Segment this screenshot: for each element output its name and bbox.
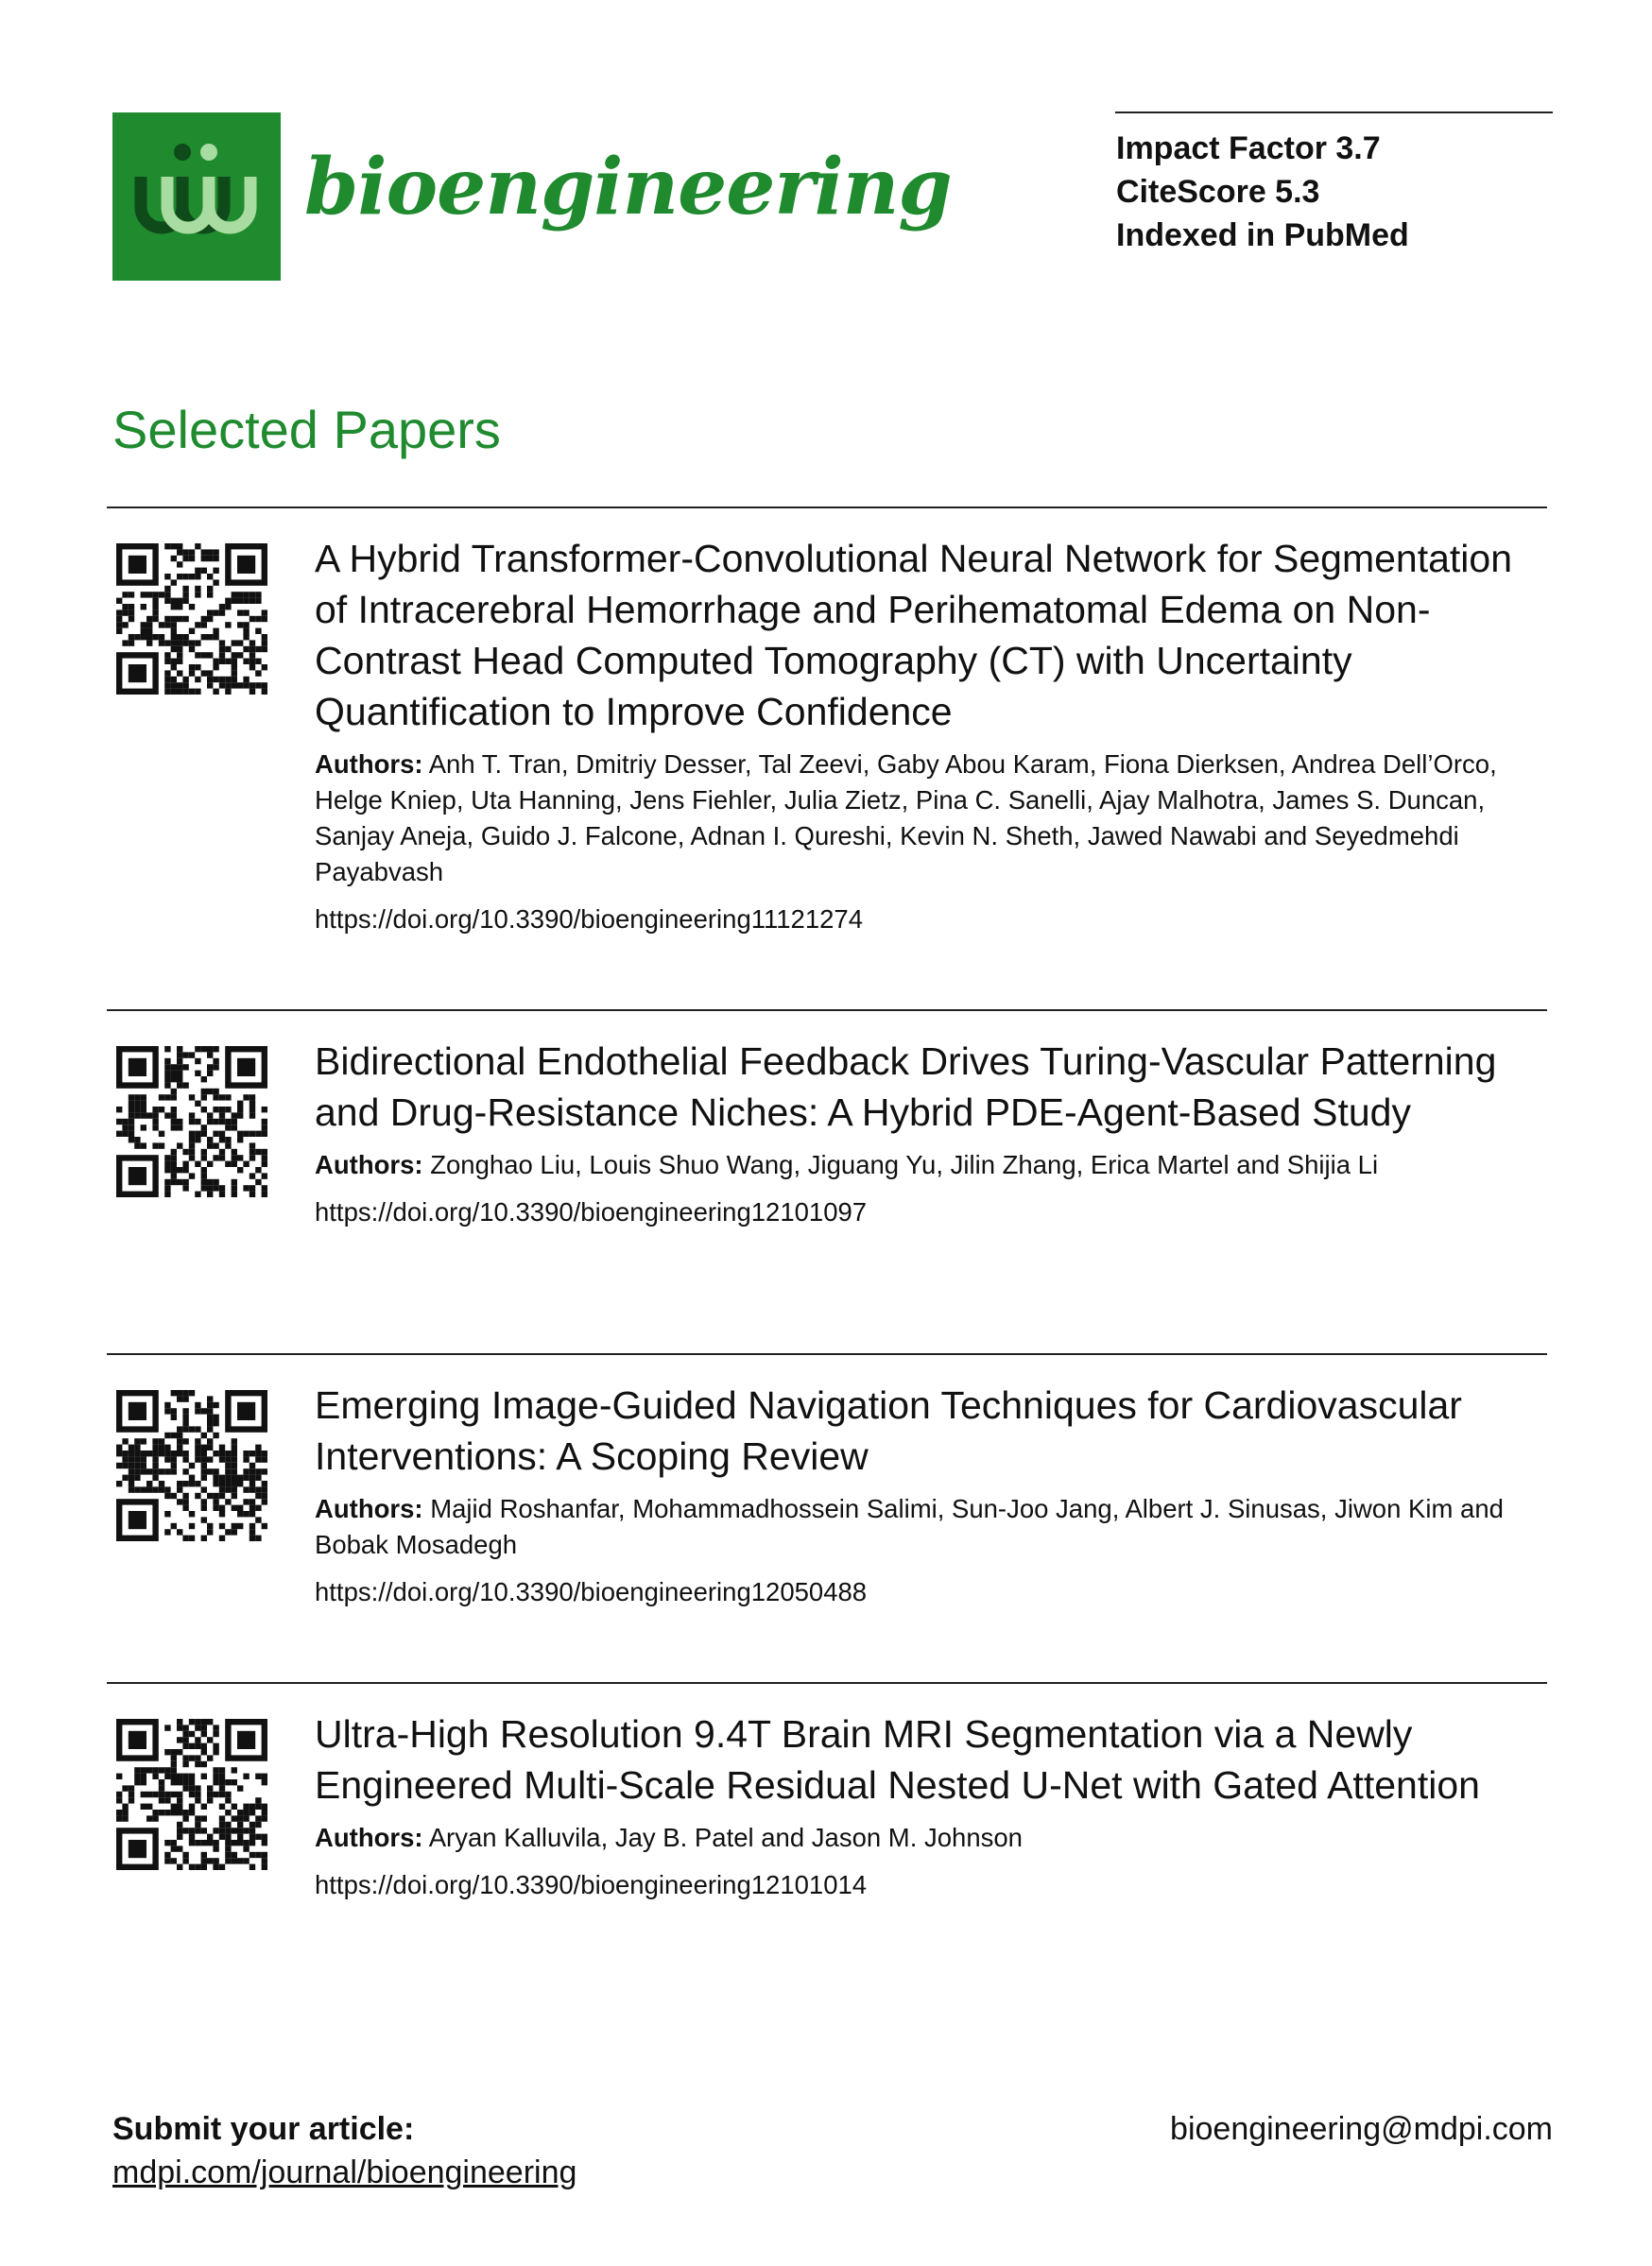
citescore: CiteScore 5.3 xyxy=(1116,174,1320,210)
paper-authors xyxy=(315,1820,1543,1856)
authors-list: Anh T. Tran, Dmitriy Desser, Tal Zeevi, Gaby Abou Karam, Fiona Dierksen, Andrea Dell’Orco, Helge Kniep, Uta Hanning, Jens Fiehler, Julia Zietz, Pina C. Sanelli, Ajay Malhotra, James S. Duncan, Sanjay Aneja, Guido J. Falcone, Adnan I. Qureshi, Kevin N. Sheth, Jawed Nawabi and Seyedmehdi Payabvash xyxy=(315,749,1497,886)
paper-title[interactable]: Bidirectional Endothelial Feedback Drives Turing-Vascular Patterning and Drug-Resistance Niches: A Hybrid PDE-Agent-Based Study xyxy=(315,1039,1497,1134)
journal-metrics xyxy=(1116,127,1551,257)
paper-doi-link[interactable]: https://doi.org/10.3390/bioengineering11121274 xyxy=(315,904,864,934)
section-title: Selected Papers xyxy=(112,400,501,459)
indexing: Indexed in PubMed xyxy=(1116,217,1409,253)
journal-logo xyxy=(112,112,281,281)
qr-code-icon[interactable] xyxy=(116,1390,267,1541)
submit-label: Submit your article: xyxy=(112,2111,415,2147)
qr-code-icon[interactable] xyxy=(116,1719,267,1870)
submit-link[interactable]: mdpi.com/journal/bioengineering xyxy=(112,2154,577,2190)
authors-label: Authors: xyxy=(315,1494,423,1523)
authors-list: Majid Roshanfar, Mohammadhossein Salimi, Sun-Joo Jang, Albert J. Sinusas, Jiwon Kim and Bobak Mosadegh xyxy=(315,1494,1504,1559)
paper-entry xyxy=(107,1009,1547,1355)
paper-authors xyxy=(315,1491,1543,1563)
paper-title[interactable]: Ultra-High Resolution 9.4T Brain MRI Segmentation via a Newly Engineered Multi-Scale Residual Nested U-Net with Gated Attention xyxy=(315,1712,1480,1807)
metrics-divider xyxy=(1115,112,1553,113)
paper-title[interactable]: Emerging Image-Guided Navigation Techniques for Cardiovascular Interventions: A Scoping Review xyxy=(315,1383,1462,1478)
authors-list: Zonghao Liu, Louis Shuo Wang, Jiguang Yu, Jilin Zhang, Erica Martel and Shijia Li xyxy=(430,1150,1379,1179)
journal-logo-icon xyxy=(112,112,281,281)
paper-entry xyxy=(107,506,1547,1009)
paper-entry xyxy=(107,1682,1547,1996)
authors-list: Aryan Kalluvila, Jay B. Patel and Jason M. Johnson xyxy=(428,1823,1023,1852)
paper-title[interactable]: A Hybrid Transformer-Convolutional Neural Network for Segmentation of Intracerebral Hemorrhage and Perihematomal Edema on Non-Contrast Head Computed Tomography (CT) with Uncertainty Quantification to Improve Confidence xyxy=(315,537,1512,733)
authors-label: Authors: xyxy=(315,1150,423,1179)
paper-doi-link[interactable]: https://doi.org/10.3390/bioengineering12050488 xyxy=(315,1577,868,1606)
impact-factor: Impact Factor 3.7 xyxy=(1116,130,1381,166)
qr-code-icon[interactable] xyxy=(116,543,267,695)
contact-email[interactable]: bioengineering@mdpi.com xyxy=(1170,2111,1553,2147)
authors-label: Authors: xyxy=(315,1823,423,1852)
paper-entry xyxy=(107,1353,1547,1682)
paper-authors xyxy=(315,1147,1543,1183)
paper-doi-link[interactable]: https://doi.org/10.3390/bioengineering12101097 xyxy=(315,1197,868,1227)
paper-authors xyxy=(315,747,1543,890)
paper-doi-link[interactable]: https://doi.org/10.3390/bioengineering12101014 xyxy=(315,1870,868,1899)
journal-name: bioengineering xyxy=(304,142,952,232)
qr-code-icon[interactable] xyxy=(116,1046,267,1197)
authors-label: Authors: xyxy=(315,749,423,779)
